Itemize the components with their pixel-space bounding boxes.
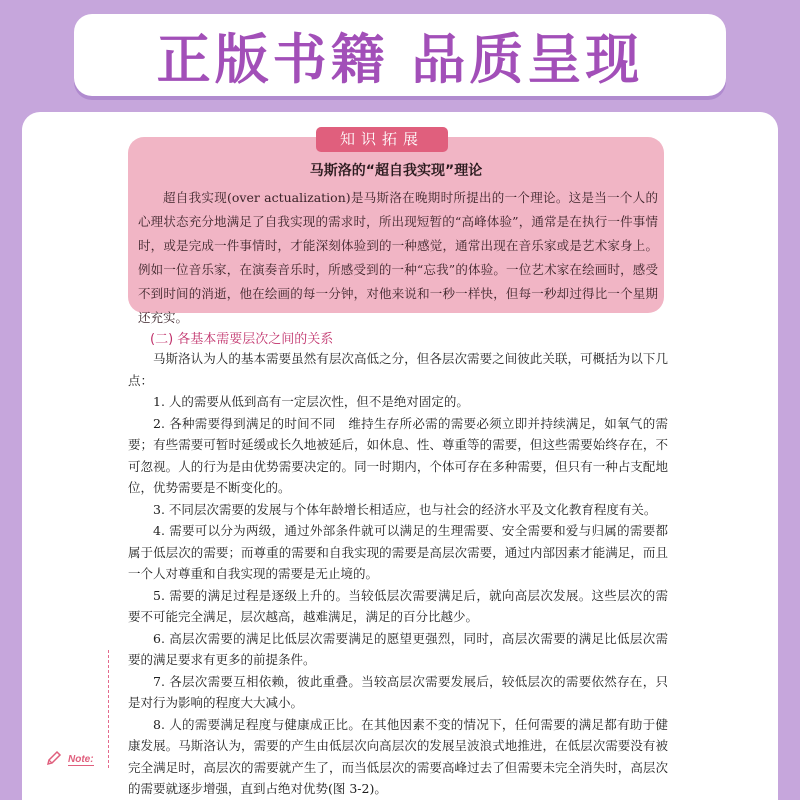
paragraph: 4. 需要可以分为两级，通过外部条件就可以满足的生理需要、安全需要和爱与归属的需要都属于低层次的需要；而尊重的需要和自我实现的需要是高层次需要，通过内部因素才能满足，而且一个人对尊重和自我实现的需要是无止境的。	[128, 523, 668, 581]
section-heading: (二) 各基本需要层次之间的关系	[150, 332, 334, 347]
knowledge-body: 超自我实现(over actualization)是马斯洛在晚期时所提出的一个理论。这是当一个人的心理状态充分地满足了自我实现的需求时，所出现短暂的“高峰体验”，通常是在执行一件事情时，或是完成一件事情时，才能深刻体验到的一种感觉，通常出现在音乐家或是艺术家身上。例如一位音乐家，在演奏音乐时，所感受到的一种“忘我”的体验。一位艺术家在绘画时，感受不到时间的消逝，他在绘画的每一分钟，对他来说和一秒一样快，但每一秒却过得比一个星期还充实。	[138, 190, 658, 325]
paragraph: 3. 不同层次需要的发展与个体年龄增长相适应，也与社会的经济水平及文化教育程度有关。	[153, 501, 657, 517]
paragraph: 7. 各层次需要互相依赖，彼此重叠。当较高层次需要发展后，较低层次的需要依然存在，只是对行为影响的程度大大减小。	[128, 673, 668, 710]
pencil-icon	[46, 750, 62, 770]
banner-title: 正版书籍 品质呈现	[156, 27, 644, 91]
note-label: Note:	[68, 754, 94, 765]
body-text	[128, 348, 668, 800]
paragraph: 马斯洛认为人的基本需要虽然有层次高低之分，但各层次需要之间彼此关联，可概括为以下几点：	[128, 351, 668, 388]
knowledge-tab: 知识拓展	[316, 127, 448, 152]
paragraph: 6. 高层次需要的满足比低层次需要满足的愿望更强烈，同时，高层次需要的满足比低层次需要的满足要求有更多的前提条件。	[128, 630, 668, 667]
promo-banner	[74, 14, 726, 96]
paragraph: 2. 各种需要得到满足的时间不同 维持生存所必需的需要必须立即并持续满足，如氧气的需要；有些需要可暂时延缓或长久地被延后，如休息、性、尊重等的需要，但这些需要始终存在，不可忽视。人的行为是由优势需要决定的。同一时期内，个体可存在多种需要，但只有一种占支配地位，优势需要是不断变化的。	[128, 415, 668, 495]
paragraph: 5. 需要的满足过程是逐级上升的。当较低层次需要满足后，就向高层次发展。这些层次的需要不可能完全满足，层次越高，越难满足，满足的百分比越少。	[128, 587, 668, 624]
note-marker	[46, 750, 110, 770]
paragraph: 8. 人的需要满足程度与健康成正比。在其他因素不变的情况下，任何需要的满足都有助于健康发展。马斯洛认为，需要的产生由低层次向高层次的发展呈波浪式地推进，在低层次需要没有被完全满足时，高层次的需要就产生了，而当低层次的需要高峰过去了但需要未完全消失时，高层次的需要就逐步增强，直到占绝对优势(图 3-2)。	[128, 716, 668, 796]
paragraph: 1. 人的需要从低到高有一定层次性，但不是绝对固定的。	[153, 394, 469, 409]
knowledge-title: 马斯洛的“超自我实现”理论	[309, 163, 483, 179]
